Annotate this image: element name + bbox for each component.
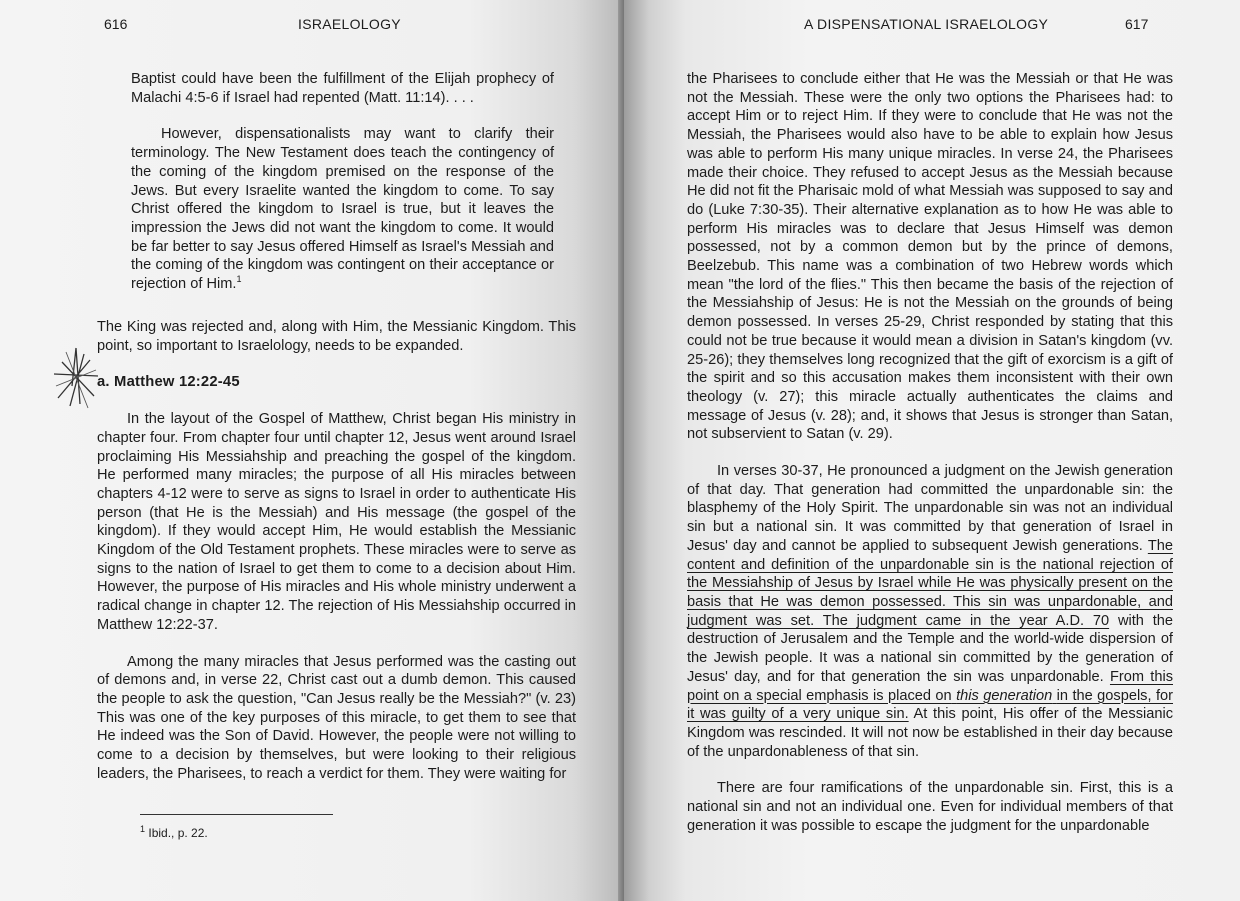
running-head-right: A DISPENSATIONAL ISRAELOLOGY xyxy=(804,16,1049,32)
judgment-text-b: with the destruction of Jerusalem and the Temple and the world-wide dispersion of the Jewish people. It was a national sin committed by the generation of Jesus' day, and for that generation the sin was unpardonable. xyxy=(687,612,1174,685)
footnote-ref: 1 xyxy=(236,274,242,285)
block-quote xyxy=(131,70,554,294)
judgment-text-a: In verses 30-37, He pronounced a judgment on the Jewish generation of that day. That generation had committed the unpardonable sin: the blasphemy of the Holy Spirit. The unpardonable sin was not an individual sin but a national sin. It was committed by that generation of Israel in Jesus' day and cannot be applied to subsequent Jewish generations. xyxy=(687,463,1173,554)
page-number-right: 617 xyxy=(1125,16,1149,32)
quote-paragraph-text: However, dispensationalists may want to clarify their terminology. The New Testament does teach the contingency of the coming of the kingdom premised on the response of the Jews. But every Israelite wanted the kingdom to come. To say Christ offered the kingdom to Israel is true, but it leaves the impression the Jews did not want the kingdom to come. It would be far better to say Jesus offered Himself as Israel's Messiah and the coming of the kingdom was contingent on their acceptance or rejection of Him. xyxy=(131,126,554,293)
page-number-left: 616 xyxy=(104,16,128,32)
footnote xyxy=(140,826,208,840)
star-mark-icon xyxy=(50,346,102,412)
main-text-right xyxy=(687,70,1173,835)
judgment-text-c: At this point, His offer of the Messianic Kingdom was rescinded. It will not now be established in their day because of the unpardonableness of that sin. xyxy=(687,706,1174,760)
paragraph-miracles: Among the many miracles that Jesus performed was the casting out of demons and, in verse 22, Christ cast out a dumb demon. This caused the people to ask the question, "Can Jesus really be the Messiah?" (v. 23) This was one of the key purposes of this miracle, to get them to see that He indeed was the Son of David. However, the people were not willing to come to a decision by themselves, but were looking to their religious leaders, the Pharisees, to reach a verdict for them. They were waiting for xyxy=(97,653,576,782)
paragraph-layout: In the layout of the Gospel of Matthew, Christ began His ministry in chapter four. From chapter four until chapter 12, Jesus went around Israel proclaiming His Messiahship and preaching the gospel of the kingdom. He performed many miracles; the purpose of all His miracles between chapters 4-12 were to serve as signs to Israel in order to authenticate His person (that He is the Messiah) and His message (the gospel of the kingdom). If they would accept Him, He would establish the Messianic Kingdom of the Old Testament prophets. These miracles were to serve as signs to the nation of Israel to get them to come to a decision about Him. However, the purpose of His miracles and His whole ministry underwent a radical change in chapter 12. The rejection of His Messiahship occurred in Matthew 12:22-37. xyxy=(97,411,576,633)
underlined-passage-1: The content and definition of the unpardonable sin is the national rejection of the Messiahship of Jesus by Israel while He was physically present on the basis that He was demon possessed. This sin was unpardonable, and judgment was set. The judgment came in the year A.D. 70 xyxy=(687,537,1173,629)
right-page xyxy=(624,0,1240,901)
paragraph-judgment xyxy=(687,462,1173,761)
underlined-passage-2b: in the gospels, for it was guilty of a very unique sin. xyxy=(687,687,1173,723)
paragraph-ramifications: There are four ramifications of the unpardonable sin. First, this is a national sin and not an individual one. Even for individual members of that generation it was possible to escape the judgment for the unpardonable xyxy=(687,780,1173,834)
paragraph-pharisees: the Pharisees to conclude either that He was the Messiah or that He was not the Messiah. These were the only two options the Pharisees had: to accept Him or to reject Him. If they were to conclude that He was not the Messiah, the Pharisees would also have to be able to explain how Jesus was able to perform His many unique miracles. In verse 24, the Pharisees made their choice. They refused to accept Jesus as the Messiah because He did not fit the Pharisaic mold of what Messiah was supposed to say and do (Luke 7:30-35). Their alternative explanation as to how He was able to perform His miracles was to declare that Jesus Himself was demon possessed, not by a common demon but by the prince of demons, Beelzebub. This name was a combination of two Hebrew words which mean "the lord of the flies." This then became the basis of the rejection of the Messiahship of Jesus: He is not the Messiah on the grounds of being demon possessed. In verses 25-29, Christ responded by stating that this could not be true because it would mean a division in Satan's kingdom (vv. 25-26); they themselves long recognized that the gift of exorcism is a gift of the spirit and so this accusation makes them inconsistent with their own theology (v. 27); this miracle actually authenticates the claims and message of Jesus (v. 28); and, it shows that Jesus is stronger than Satan, not subservient to Satan (v. 29). xyxy=(687,71,1173,443)
footnote-mark: 1 xyxy=(140,824,146,834)
quote-end: Baptist could have been the fulfillment of the Elijah prophecy of Malachi 4:5-6 if Israel had repented (Matt. 11:14). . . . xyxy=(131,71,554,106)
quote-paragraph xyxy=(131,125,554,293)
section-heading: a. Matthew 12:22-45 xyxy=(97,374,240,391)
underlined-passage-2a: From this point on a special emphasis is placed on xyxy=(687,668,1173,704)
running-head-left: ISRAELOLOGY xyxy=(298,16,401,32)
footnote-text: Ibid., p. 22. xyxy=(148,826,208,840)
paragraph-king: The King was rejected and, along with Him, the Messianic Kingdom. This point, so important to Israelology, needs to be expanded. xyxy=(97,319,576,354)
footnote-rule xyxy=(140,814,333,815)
main-text-left xyxy=(97,318,576,783)
emphasis-this-generation: this generation xyxy=(956,687,1053,704)
